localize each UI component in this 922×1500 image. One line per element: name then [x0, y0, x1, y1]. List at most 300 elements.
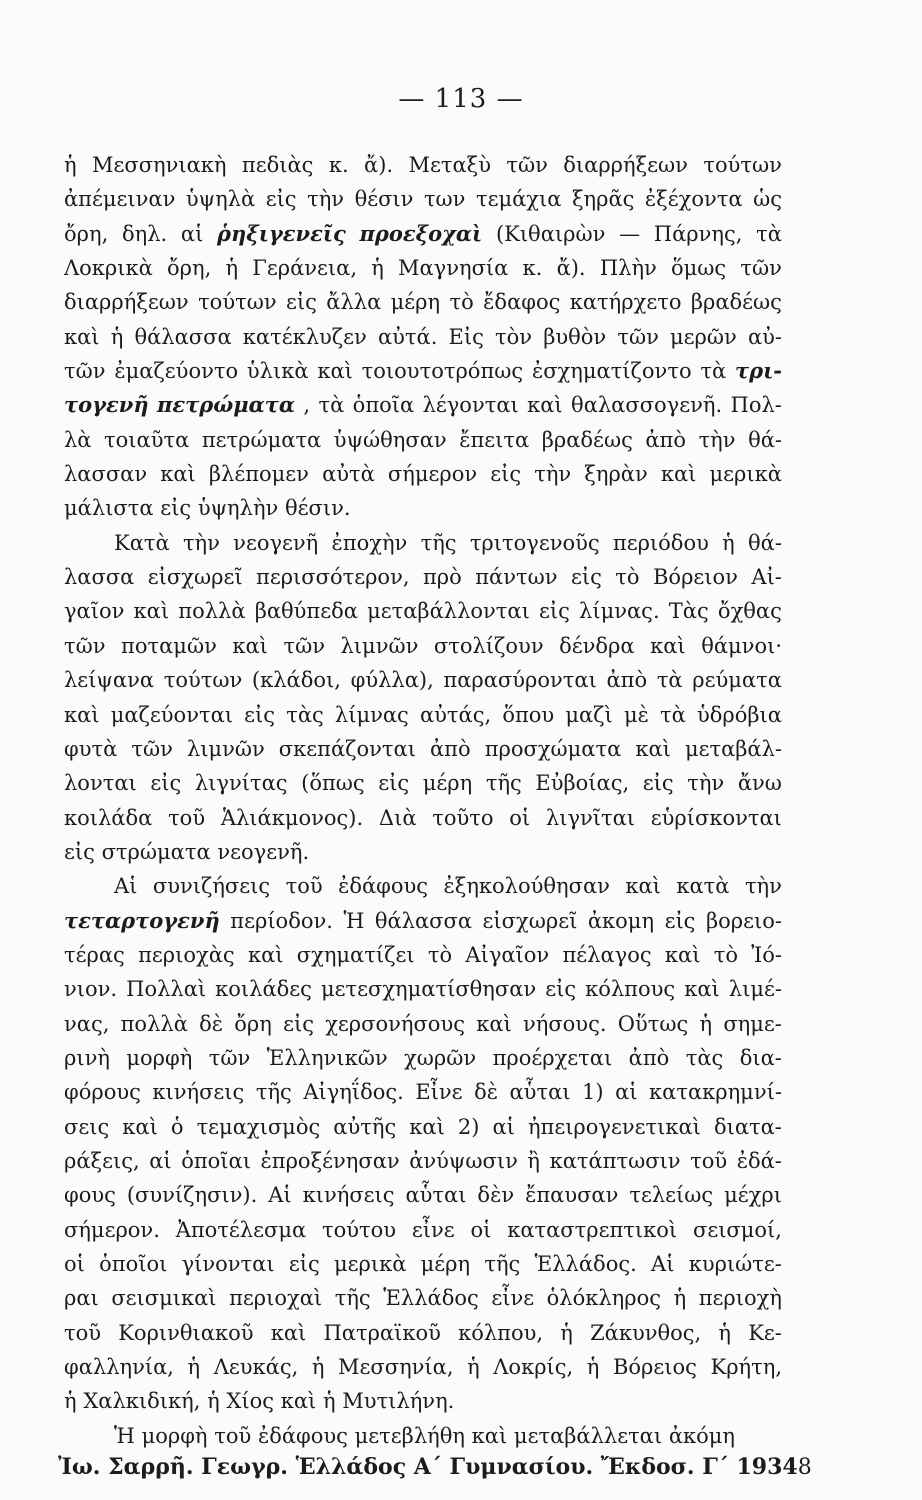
word: τελείως: [629, 1183, 714, 1208]
word: σεισμοί,: [692, 1217, 782, 1242]
word: βαθύπεδα: [254, 599, 358, 624]
text-line: [64, 1178, 782, 1212]
word: Ἰό-: [751, 942, 782, 967]
word: γαῖον: [64, 599, 125, 624]
word: πάντων: [475, 565, 558, 590]
word: τῶν: [64, 633, 106, 658]
word: ποταμῶν: [121, 633, 217, 658]
word: μετεσχηματίσθησαν: [320, 977, 537, 1002]
word: τῆς: [485, 771, 522, 796]
word: διαρρήξεων: [563, 153, 688, 177]
word: λίμνας.: [579, 599, 660, 624]
word: εἰς: [545, 977, 577, 1002]
word: Ἡ: [343, 908, 365, 933]
text-line: [64, 320, 782, 354]
word: τῶν: [740, 256, 782, 281]
word: ἡ: [371, 256, 384, 281]
word: καὶ: [317, 359, 353, 384]
text-line: [64, 217, 782, 251]
word: καὶ: [650, 633, 686, 658]
text-line: [64, 1213, 782, 1247]
text-line: [64, 1316, 782, 1350]
text-line: [64, 285, 782, 319]
word: πετρώματα: [201, 427, 322, 452]
word: λὰ: [64, 427, 92, 452]
word: ξηρᾶς: [571, 187, 635, 212]
text-line: [64, 594, 782, 628]
word: ὡς: [753, 187, 782, 212]
word: Βόρειον: [653, 565, 738, 590]
word: διαρρήξεων: [64, 290, 189, 315]
word: Πατραϊκοῦ: [323, 1320, 441, 1345]
word: τὸ: [449, 290, 474, 315]
word: πέλαγος: [562, 942, 652, 967]
word: (ὅπως: [301, 771, 365, 796]
word: νεογενῆ.: [217, 839, 310, 864]
word: σήμερον: [387, 462, 478, 487]
word: προέρχεται: [492, 1045, 613, 1070]
word: κατήρχετο: [569, 290, 682, 315]
word: ἀπέμειναν: [64, 187, 176, 212]
word: ἔπειτα: [459, 427, 530, 452]
word: βορειο-: [705, 908, 782, 933]
word: ράξεις,: [64, 1148, 140, 1173]
word: τὸ: [615, 565, 640, 590]
word: ἀκομη: [587, 908, 655, 933]
word: Ἑλλάδος: [383, 1286, 479, 1311]
emphasized-word: πετρώματα: [156, 392, 296, 418]
word: ὑλικὰ: [246, 359, 309, 384]
word: ἐποχὴν: [331, 530, 408, 555]
word: 1): [582, 1080, 604, 1105]
word: Μεσσηνιακὴ: [91, 153, 227, 177]
text-line: [64, 423, 782, 457]
word: τούτων: [163, 668, 243, 693]
word: κατέκλυζεν: [242, 324, 367, 349]
word: μερικὰ: [709, 462, 782, 487]
text-line: [64, 938, 782, 972]
word: μὲ: [623, 702, 649, 727]
word: ὄρη,: [64, 221, 109, 246]
word: τῶν: [506, 153, 548, 177]
word: διατα-: [713, 1114, 782, 1139]
word: Μαγνησία: [398, 256, 509, 281]
text-line: [64, 1007, 782, 1041]
word: κοιλάδες: [215, 977, 312, 1002]
word: Ἀποτέλεσμα: [175, 1217, 307, 1242]
word: ἡ: [64, 1389, 77, 1414]
word: καὶ: [280, 1389, 317, 1414]
word: τῶν: [64, 359, 106, 384]
word: φύλλα),: [350, 668, 434, 693]
word: καὶ: [625, 874, 661, 899]
word: αἱ: [615, 1080, 638, 1105]
word: τὸ: [427, 942, 453, 967]
word: γίνονται: [181, 1252, 275, 1276]
word: ὁποῖα: [352, 393, 415, 418]
text-line: [64, 1110, 782, 1144]
word: Πάρνης,: [653, 221, 743, 246]
text-line: [64, 1384, 782, 1418]
word: ἔδαφος: [483, 290, 561, 315]
word: λιγνῖται: [545, 805, 636, 830]
word: Ζάκυνθος,: [590, 1320, 702, 1345]
word: Οὕτως: [617, 1011, 689, 1036]
word: ὁλόκληρος: [546, 1286, 662, 1311]
word: καὶ: [232, 633, 268, 658]
word: καὶ: [133, 599, 170, 624]
word: Μυτιλήνη.: [342, 1389, 455, 1414]
word: κ.: [328, 153, 349, 177]
word: Αἱ: [651, 1252, 675, 1276]
word: ἀπὸ: [430, 736, 471, 761]
word: θάλασσα: [134, 324, 232, 349]
word: θέσιν: [354, 187, 414, 212]
word: αὐτῆς: [333, 1114, 397, 1139]
text-line: [64, 1281, 782, 1315]
word: τριτογενοῦς: [469, 530, 600, 555]
word: εἰς: [570, 565, 602, 590]
word: δια-: [739, 1045, 782, 1070]
word: αἱ: [180, 221, 204, 246]
word: αὐ-: [747, 324, 782, 349]
word: εἰς: [490, 462, 522, 487]
word: ὁποῖοι: [99, 1252, 168, 1276]
word: Τὰς: [668, 599, 709, 624]
word: μαζὶ: [565, 702, 613, 727]
text-line: [64, 560, 782, 594]
word: μεταβάλ-: [684, 736, 782, 761]
word: τῆς: [334, 1286, 371, 1311]
word: καὶ: [471, 1423, 508, 1448]
word: ἀνύψωσιν: [409, 1148, 518, 1173]
word: φαλληνία,: [64, 1355, 174, 1380]
word: κατάπτωσιν: [549, 1148, 681, 1173]
text-line: [64, 698, 782, 732]
word: ἡ: [560, 1320, 573, 1345]
word: τούτου: [322, 1217, 397, 1242]
word: νας,: [64, 1011, 110, 1036]
word: καὶ: [64, 702, 100, 727]
word: φόρους: [64, 1080, 141, 1105]
word: ἀκόμη: [668, 1423, 736, 1448]
word: εἰς: [160, 496, 192, 521]
word: κατὰ: [676, 874, 730, 899]
word: περισσότερον,: [256, 565, 410, 590]
word: Εὐβοίας,: [535, 771, 630, 796]
text-line: [64, 904, 782, 938]
word: καὶ: [409, 1114, 445, 1139]
word: τὴν: [182, 530, 220, 555]
word: ἐξηκολούθησαν: [443, 874, 610, 899]
word: Ἁλιάκμονος).: [220, 805, 364, 830]
word: Αἱ: [114, 874, 138, 899]
word: φυτὰ: [64, 736, 118, 761]
word: τῶν: [131, 736, 173, 761]
word: καὶ: [64, 324, 100, 349]
word: τεμαχισμὸς: [196, 1114, 321, 1139]
word: Κρήτη,: [710, 1355, 782, 1380]
word: ρεύματα: [692, 668, 782, 693]
word: ἄνω: [737, 771, 782, 796]
word: θαλασσογενῆ.: [571, 393, 723, 418]
word: κόλπους: [585, 977, 676, 1002]
word: ὁποῖαι: [181, 1148, 251, 1173]
word: αὐτὰ: [322, 462, 375, 487]
word: —: [619, 221, 641, 246]
page-footer: [58, 1454, 812, 1480]
word: λίμνας: [334, 702, 409, 727]
word: περιοχὰς: [138, 942, 235, 967]
word: λασσα: [64, 565, 135, 590]
word: τὰ: [660, 702, 686, 727]
word: ραι: [64, 1286, 99, 1311]
word: καὶ: [160, 462, 196, 487]
word: καὶ: [664, 942, 701, 967]
word: ἀπὸ: [628, 1045, 670, 1070]
word: τοῦ: [285, 874, 323, 899]
word: κατακρημνί-: [649, 1080, 782, 1105]
word: ἡ: [467, 1355, 480, 1380]
word: Λοκρικὰ: [64, 256, 153, 281]
word: σκεπάζονται: [278, 736, 416, 761]
word: Ἡ: [114, 1423, 135, 1448]
word: καὶ: [660, 462, 697, 487]
word: συνιζήσεις: [152, 874, 271, 899]
word: Λοκρίς,: [493, 1355, 574, 1380]
word: εἰς: [642, 771, 674, 796]
word: ἐξέχοντα: [644, 187, 743, 212]
word: τοῦ: [168, 805, 206, 830]
word: θά-: [748, 530, 782, 555]
word: μέρη: [422, 771, 473, 796]
word: φους: [64, 1183, 116, 1208]
word: Βόρειος: [612, 1355, 697, 1380]
word: τοῦ: [64, 1320, 102, 1345]
word: τὰ: [756, 221, 782, 246]
word: ὑψώθησαν: [333, 427, 447, 452]
word: 2): [457, 1114, 480, 1139]
word: καὶ: [635, 736, 671, 761]
word: λείψανα: [64, 668, 155, 693]
word: περιοχαὶ: [229, 1286, 323, 1311]
word: Γεράνεια,: [252, 256, 357, 281]
word: χερσονήσους: [325, 1011, 465, 1036]
footer-sheet-number: 8: [797, 1455, 812, 1480]
word: θάλασσα: [374, 908, 473, 933]
word: τέρας: [64, 942, 125, 967]
word: καὶ: [684, 977, 720, 1002]
paragraph: [64, 869, 782, 1419]
word: Ἑλλάδος.: [534, 1252, 637, 1276]
word: Εἰς: [448, 324, 484, 349]
word: τὰς: [685, 1045, 724, 1070]
word: Ἑλληνικῶν: [266, 1045, 388, 1070]
word: σημε-: [723, 1011, 782, 1036]
word: δὲ: [199, 1011, 224, 1036]
word: σχηματίζει: [296, 942, 415, 967]
word: ξηρὰν: [584, 462, 648, 487]
word: τῆς: [255, 1080, 292, 1105]
word: εἰς: [539, 599, 570, 624]
word: νεογενῆ: [233, 530, 319, 555]
word: αἱ: [492, 1114, 515, 1139]
word: θέσιν.: [285, 496, 351, 521]
word: ἠπειρογενετικαὶ: [527, 1114, 701, 1139]
text-line: [64, 457, 782, 491]
word: μάλιστα: [64, 496, 154, 521]
word: ἡ: [673, 1286, 687, 1311]
word: ἀπὸ: [606, 668, 648, 693]
word: ἄλλα: [326, 290, 382, 315]
paragraph: [64, 1419, 782, 1453]
word: ἄ).: [556, 256, 586, 281]
word: αὐτάς,: [419, 702, 492, 727]
word: μέρη: [390, 290, 441, 315]
word: εἰς: [286, 290, 317, 315]
word: τῆς: [420, 530, 457, 555]
word: ὑδρόβια: [697, 702, 782, 727]
word: τὰ: [700, 359, 727, 384]
word: νήσους.: [522, 1011, 607, 1036]
word: Πολλαὶ: [126, 977, 207, 1002]
word: σεις: [64, 1114, 110, 1139]
text-line: [64, 1350, 782, 1384]
word: χωρῶν: [404, 1045, 477, 1070]
word: μερῶν: [670, 324, 737, 349]
word: ὅπου: [502, 702, 555, 727]
word: οἱ: [509, 805, 531, 830]
word: ἡ: [586, 1355, 600, 1380]
word: μετεβλήθη: [354, 1423, 465, 1448]
text-line: [64, 869, 782, 903]
word: τοῦ: [690, 1148, 728, 1173]
text-line: [64, 1075, 782, 1109]
word: ἐδάφους: [257, 1423, 348, 1448]
word: πολλὰ: [178, 599, 246, 624]
text-line: [64, 972, 782, 1006]
word: ἡ: [699, 1011, 713, 1036]
text-line: [64, 491, 782, 525]
word: ὑψηλὰ: [185, 187, 256, 212]
word: τὰ: [318, 393, 345, 418]
word: ἡ: [110, 324, 124, 349]
word: καὶ: [247, 942, 284, 967]
word: Αἰ-: [751, 565, 782, 590]
text-line: [64, 732, 782, 766]
word: τοῦ: [214, 1423, 252, 1448]
word: ἡ: [722, 530, 735, 555]
word: δὲν: [477, 1183, 515, 1208]
word: ἐδά-: [736, 1148, 782, 1173]
word: πεδιὰς: [241, 153, 314, 177]
word: στολίζουν: [433, 633, 544, 658]
word: τεμάχια: [475, 187, 562, 212]
word: ἐδάφους: [338, 874, 429, 899]
word: πρὸ: [422, 565, 462, 590]
word: τὸ: [713, 942, 738, 967]
word: ὄχθας: [717, 599, 782, 624]
word: μορφὴ: [126, 1045, 193, 1070]
text-line: [64, 354, 782, 388]
text-line: [64, 663, 782, 697]
word: Κορινθιακοῦ: [118, 1320, 254, 1345]
word: ρινὴ: [64, 1045, 110, 1070]
word: λονται: [64, 771, 137, 796]
word: ὑψηλὴν: [197, 496, 279, 521]
word: κυριώτε-: [688, 1252, 782, 1276]
text-line: [64, 526, 782, 560]
word: τὴν: [698, 427, 736, 452]
word: Πλὴν: [599, 256, 657, 281]
word: περιόδου: [612, 530, 709, 555]
word: εἰς: [378, 771, 410, 796]
word: πολλὰ: [120, 1011, 188, 1036]
word: καὶ: [122, 1114, 158, 1139]
text-line: [64, 835, 782, 869]
page-body: [64, 148, 782, 1453]
text-line: [64, 388, 782, 422]
word: των: [423, 187, 466, 212]
word: ἡ: [322, 1389, 336, 1414]
word: Εἶνε: [415, 1080, 463, 1105]
word: ἔπαυσαν: [525, 1183, 619, 1208]
word: ἡ: [187, 1355, 201, 1380]
word: κόλπου,: [458, 1320, 544, 1345]
text-line: [64, 251, 782, 285]
word: περίοδον.: [230, 908, 333, 933]
footer-signature: Ἰω. Σαρρῆ. Γεωγρ. Ἑλλάδος Α΄ Γυμνασίου. Ἔκδοσ. Γ΄ 1934: [58, 1454, 798, 1480]
word: ἐμαζεύοντο: [114, 359, 239, 384]
word: Κατὰ: [114, 530, 170, 555]
word: μεταβάλλεται: [513, 1423, 663, 1448]
word: Μεταξὺ: [408, 153, 491, 177]
word: ἢ: [527, 1148, 541, 1173]
word: εὑρίσκονται: [650, 805, 782, 830]
word: τῶν: [208, 1045, 251, 1070]
word: προσχώματα: [484, 736, 622, 761]
page-number: — 113 —: [398, 84, 524, 114]
word: τὸν: [495, 324, 533, 349]
paragraph: [64, 148, 782, 526]
word: εἶνε: [411, 1217, 455, 1242]
emphasized-word: προεξοχαὶ: [359, 220, 483, 246]
text-line: [64, 629, 782, 663]
word: στρώματα: [101, 839, 211, 864]
word: (κλάδοι,: [251, 668, 341, 693]
word: τούτων: [703, 153, 782, 177]
emphasized-word: τογενῆ: [64, 392, 149, 418]
text-line: [64, 1419, 782, 1453]
word: τὴν: [307, 187, 345, 212]
word: βραδέως: [690, 290, 782, 315]
word: Πολ-: [730, 393, 782, 418]
word: τῆς: [484, 1252, 521, 1276]
word: κινήσεις: [302, 1183, 395, 1208]
word: Μεσσηνία,: [338, 1355, 454, 1380]
word: τὴν: [687, 771, 725, 796]
word: αἱ: [149, 1148, 172, 1173]
word: Αἰγαῖον: [465, 942, 550, 967]
word: ὅμως: [671, 256, 727, 281]
word: νιον.: [64, 977, 118, 1002]
word: θά-: [748, 427, 782, 452]
word: δηλ.: [121, 221, 168, 246]
word: Κε-: [748, 1320, 782, 1345]
word: καταστρεπτικοὶ: [507, 1217, 678, 1242]
word: παρασύρονται: [443, 668, 597, 693]
word: ἐσχηματίζοντο: [531, 359, 692, 384]
